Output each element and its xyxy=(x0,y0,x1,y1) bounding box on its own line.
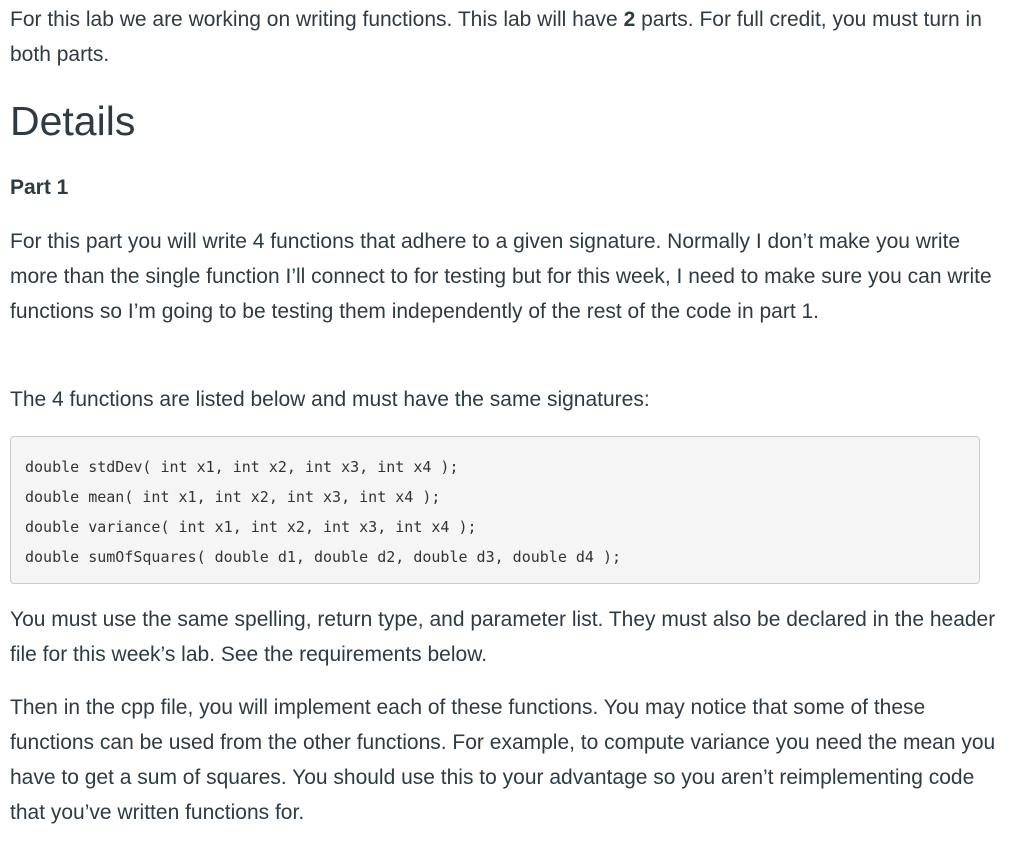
details-heading: Details xyxy=(10,98,136,144)
functions-list-intro-paragraph: The 4 functions are listed below and must have the same signatures: xyxy=(10,388,650,411)
code-line-sumofsquares: double sumOfSquares( double d1, double d2, double d3, double d4 ); xyxy=(25,548,622,566)
signature-requirements-paragraph: You must use the same spelling, return type, and parameter list. They must also be declared in the header file for this week’s lab. See the requirements below. xyxy=(10,608,996,666)
code-line-variance: double variance( int x1, int x2, int x3, int x4 ); xyxy=(25,518,477,536)
part1-description-paragraph: For this part you will write 4 functions that adhere to a given signature. Normally I don’t make you write more than the single function I’ll connect to for testing but for this week, I need to make sure you can write functions so I’m going to be testing them independently of the rest of the code in part 1. xyxy=(10,230,992,323)
code-line-stddev: double stdDev( int x1, int x2, int x3, int x4 ); xyxy=(25,458,459,476)
part1-heading: Part 1 xyxy=(10,176,69,199)
intro-paragraph xyxy=(10,2,1000,72)
intro-parts-count: 2 xyxy=(623,8,636,31)
implementation-paragraph: Then in the cpp file, you will implement each of these functions. You may notice that some of these functions can be used from the other functions. For example, to compute variance you need the mean you have to get a sum of squares. You should use this to your advantage so you aren’t reimplementing code that you’ve written functions for. xyxy=(10,696,996,824)
code-block xyxy=(10,436,980,584)
intro-text-end: parts. For full credit, you must turn in both parts. xyxy=(10,8,982,66)
code-line-mean: double mean( int x1, int x2, int x3, int x4 ); xyxy=(25,488,441,506)
intro-text-start: For this lab we are working on writing functions. This lab will have xyxy=(10,8,624,31)
